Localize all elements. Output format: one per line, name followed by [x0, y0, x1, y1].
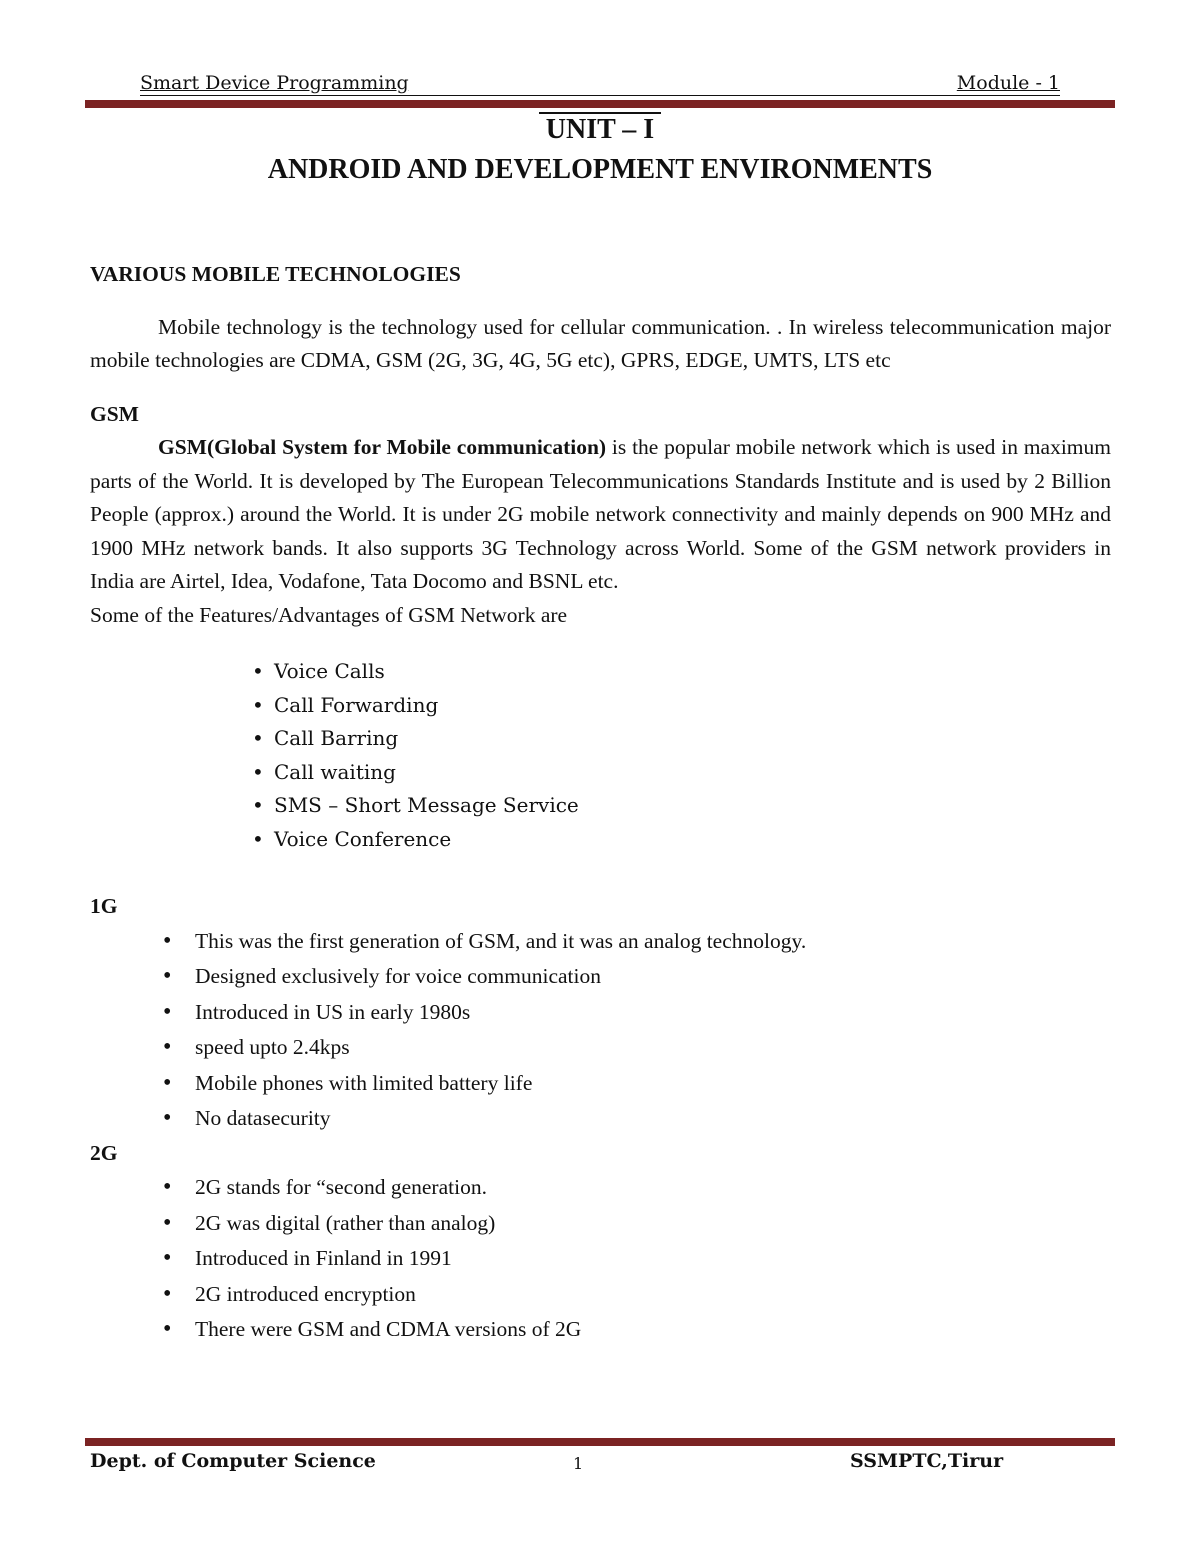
1g-list — [160, 924, 1181, 1137]
section-heading-mobile-tech: VARIOUS MOBILE TECHNOLOGIES — [90, 262, 461, 286]
gsm-features-intro: Some of the Features/Advantages of GSM Network are — [90, 602, 568, 627]
unit-title-overline — [539, 112, 661, 114]
gsm-features-list — [246, 655, 1200, 856]
footer-rule — [85, 1438, 1115, 1446]
list-item: • Introduced in Finland in 1991 — [160, 1241, 1181, 1277]
header-rule — [85, 100, 1115, 108]
section-heading-gsm: GSM — [90, 401, 139, 426]
header-module: Module - 1 — [956, 72, 1060, 94]
list-item: • Call Barring — [246, 722, 1200, 756]
list-item: • 2G stands for “second generation. — [160, 1170, 1181, 1206]
list-item: • Mobile phones with limited battery life — [160, 1066, 1181, 1102]
gsm-definition-bold: GSM(Global System for Mobile communication) — [158, 435, 607, 459]
2g-list — [160, 1170, 1181, 1348]
list-item: • Introduced in US in early 1980s — [160, 995, 1181, 1031]
page-footer — [90, 1450, 1110, 1480]
page-number: 1 — [573, 1454, 584, 1473]
mobile-tech-paragraph: Mobile technology is the technology used for cellular communication. . In wireless telecommunication major mobile technologies are CDMA, GSM (2G, 3G, 4G, 5G etc), GPRS, EDGE, UMTS, LTS etc — [90, 314, 1111, 372]
unit-title-text: UNIT – I — [545, 114, 655, 145]
page-header — [140, 72, 1060, 100]
list-item: • speed upto 2.4kps — [160, 1030, 1181, 1066]
header-underline — [140, 95, 1060, 96]
header-course-title: Smart Device Programming — [140, 72, 409, 94]
gsm-description: is the popular mobile network which is used in maximum parts of the World. It is developed by The European Telecommunications Standards Institute and is used by 2 Billion People (approx.) around the World. It is under 2G mobile network connectivity and mainly depends on 900 MHz and 1900 MHz network bands. It also supports 3G Technology across World. Some of the GSM network providers in India are Airtel, Idea, Vodafone, Tata Docomo and BSNL etc. — [90, 435, 1111, 593]
title-block — [0, 110, 1200, 190]
list-item: • Call Forwarding — [246, 689, 1200, 723]
section-heading-2g: 2G — [90, 1140, 118, 1165]
list-item: • Voice Calls — [246, 655, 1200, 689]
list-item: • This was the first generation of GSM, and it was an analog technology. — [160, 924, 1181, 960]
list-item: • SMS – Short Message Service — [246, 789, 1200, 823]
list-item: • There were GSM and CDMA versions of 2G — [160, 1312, 1181, 1348]
footer-institution: SSMPTC,Tirur — [850, 1450, 1004, 1472]
list-item: • Designed exclusively for voice communication — [160, 959, 1181, 995]
unit-title — [0, 110, 1200, 150]
list-item: • Voice Conference — [246, 823, 1200, 857]
list-item: • 2G introduced encryption — [160, 1277, 1181, 1313]
chapter-title: ANDROID AND DEVELOPMENT ENVIRONMENTS — [267, 154, 933, 185]
list-item: • Call waiting — [246, 756, 1200, 790]
list-item: • No datasecurity — [160, 1101, 1181, 1137]
footer-department: Dept. of Computer Science — [90, 1450, 376, 1472]
document-body — [90, 258, 1111, 1348]
section-heading-1g: 1G — [90, 894, 118, 918]
gsm-paragraph — [90, 431, 1111, 599]
list-item: • 2G was digital (rather than analog) — [160, 1206, 1181, 1242]
